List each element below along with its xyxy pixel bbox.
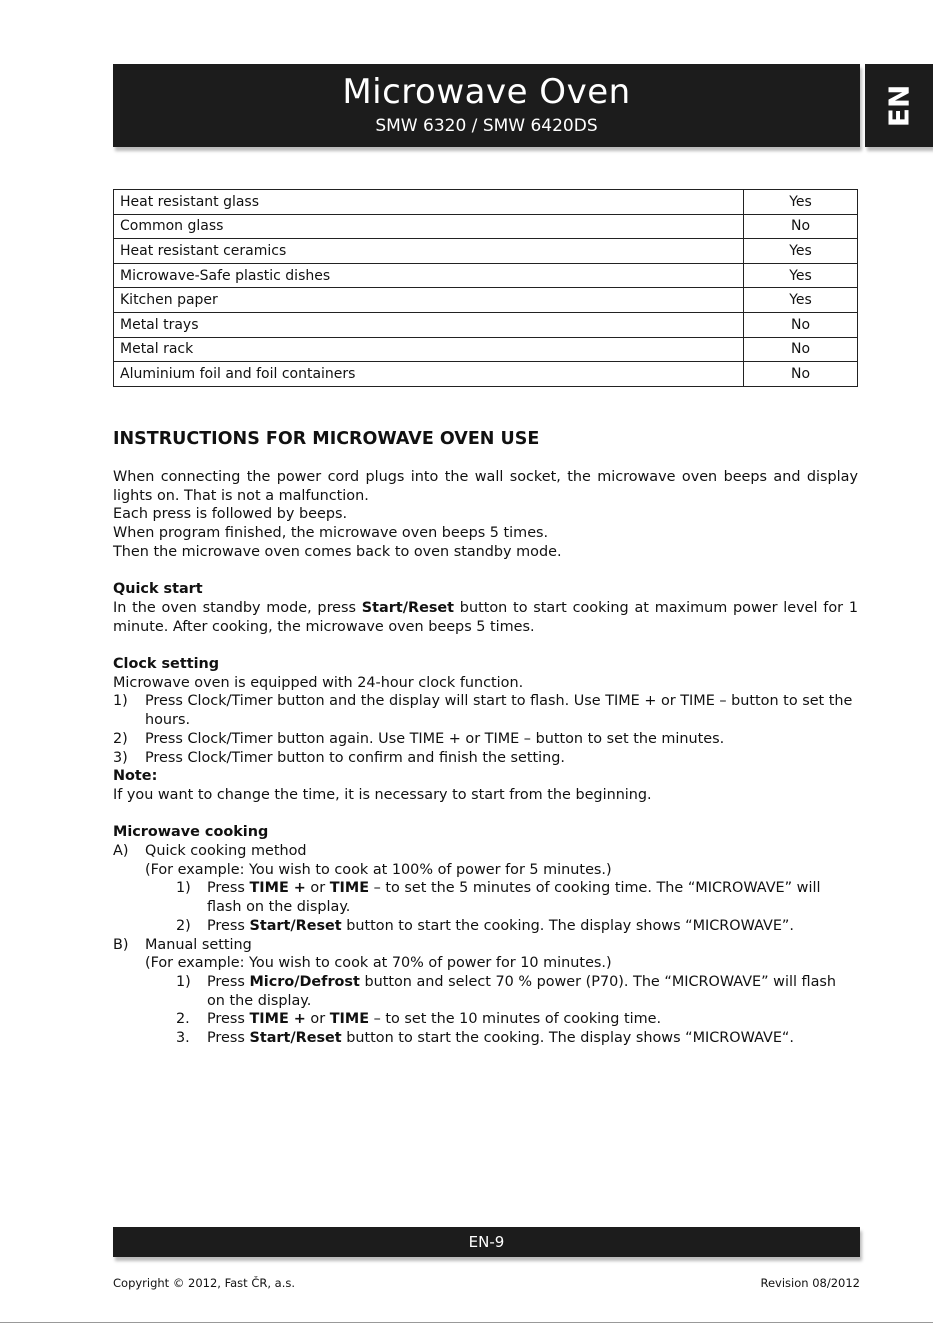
table-row [114,337,858,362]
material-suitability: Yes [744,239,858,264]
note-label: Note: [113,768,158,785]
clock-intro: Microwave oven is equipped with 24-hour clock function. [113,674,524,691]
list-item: B) Manual setting [113,936,252,953]
table-row [114,263,858,288]
material-name: Heat resistant ceramics [114,239,744,264]
clock-setting-heading: Clock setting [113,656,220,672]
material-suitability: No [744,362,858,387]
quick-start-text: In the oven standby mode, press Start/Reset button to start cooking at maximum power level for 1 minute. After cooking, the microwave oven beeps 5 times. [113,599,858,635]
model-subtitle: SMW 6320 / SMW 6420DS [375,116,598,136]
footer-bar [113,1227,860,1257]
instructions-section [113,428,858,1048]
intro-paragraph: Then the microwave oven comes back to oven standby mode. [113,543,562,560]
table-row [114,214,858,239]
material-name: Microwave-Safe plastic dishes [114,263,744,288]
page-title: Microwave Oven [342,72,631,112]
list-item: 2) Press Clock/Timer button again. Use TIME + or TIME – button to set the minutes. [113,730,725,747]
material-suitability: Yes [744,288,858,313]
bottom-divider [0,1322,933,1323]
copyright-text: Copyright © 2012, Fast ČR, a.s. [113,1276,296,1290]
start-reset-label: Start/Reset [361,599,455,616]
quick-start-heading: Quick start [113,581,203,598]
material-suitability: No [744,337,858,362]
material-name: Kitchen paper [114,288,744,313]
material-name: Aluminium foil and foil containers [114,362,744,387]
intro-paragraph: When program finished, the microwave oven beeps 5 times. [113,525,549,542]
header-bar [113,64,860,147]
intro-paragraph: Each press is followed by beeps. [113,506,348,523]
table-row [114,288,858,313]
material-suitability: No [744,312,858,337]
microwave-cooking-heading: Microwave cooking [113,824,269,841]
language-tab [865,64,933,147]
list-item: 1) Press Clock/Timer button and the display will start to flash. Use TIME + or TIME – button to set the hours. [113,693,853,729]
material-name: Metal trays [114,312,744,337]
material-suitability: Yes [744,190,858,215]
list-item: 1) Press TIME + or TIME – to set the 5 minutes of cooking time. The “MICROWAVE” will flash on the display. [176,880,821,916]
materials-table [113,189,858,387]
material-suitability: No [744,214,858,239]
example-text: (For example: You wish to cook at 100% of power for 5 minutes.) [145,861,612,878]
material-name: Metal rack [114,337,744,362]
material-name: Common glass [114,214,744,239]
list-item: 2. Press TIME + or TIME – to set the 10 minutes of cooking time. [176,1011,662,1028]
list-item: 3) Press Clock/Timer button to confirm and finish the setting. [113,749,565,766]
note-text: If you want to change the time, it is necessary to start from the beginning. [113,786,652,803]
revision-text: Revision 08/2012 [760,1276,860,1290]
table-row [114,362,858,387]
example-text: (For example: You wish to cook at 70% of power for 10 minutes.) [145,955,612,972]
list-item: A) Quick cooking method [113,843,307,860]
table-row [114,239,858,264]
language-label: EN [882,84,916,127]
list-item: 2) Press Start/Reset button to start the cooking. The display shows “MICROWAVE”. [176,917,794,934]
table-row [114,190,858,215]
page-number: EN-9 [468,1233,505,1251]
intro-paragraph: When connecting the power cord plugs into the wall socket, the microwave oven beeps and display lights on. That is not a malfunction. [113,469,858,504]
material-name: Heat resistant glass [114,190,744,215]
table-row [114,312,858,337]
section-heading: INSTRUCTIONS FOR MICROWAVE OVEN USE [113,429,540,449]
material-suitability: Yes [744,263,858,288]
list-item: 3. Press Start/Reset button to start the cooking. The display shows “MICROWAVE“. [176,1030,794,1047]
list-item: 1) Press Micro/Defrost button and select 70 % power (P70). The “MICROWAVE” will flash on the display. [176,973,837,1009]
